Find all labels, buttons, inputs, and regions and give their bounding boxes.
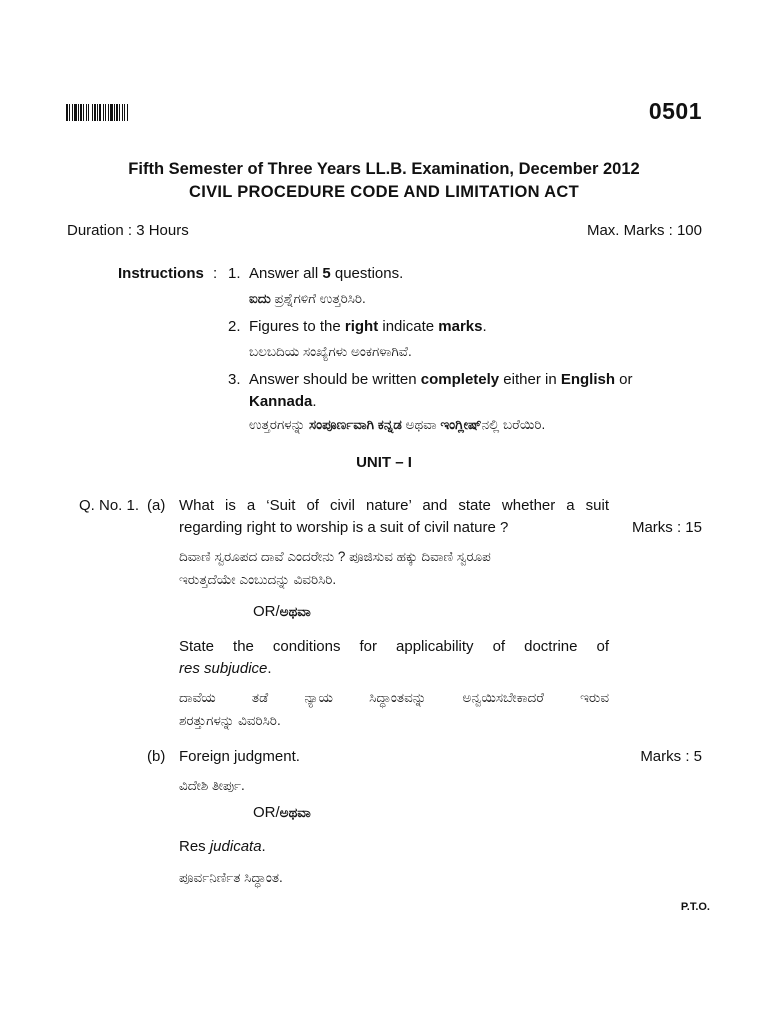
part-b-question: Foreign judgment. [179, 748, 300, 765]
part-a-kannada-line2: ಇರುತ್ತದೆಯೇ ಎಂಬುದನ್ನು ವಿವರಿಸಿರಿ. [179, 572, 337, 587]
part-a-marks: Marks : 15 [631, 519, 702, 536]
part-a-alt-kannada-line1: ದಾವೆಯ ತಡೆ ನ್ಯಾಯ ಸಿದ್ಧಾಂತವನ್ನು ಅನ್ವಯಿಸಬೇಕಾದರೆ ಇರುವ [179, 690, 609, 705]
instruction-2-en: Figures to the right indicate marks. [249, 318, 487, 335]
instruction-number: 2. [228, 318, 241, 335]
part-a-label: (a) [147, 497, 166, 514]
instruction-2-kn: ಬಲಬದಿಯ ಸಂಖ್ಯೆಗಳು ಅಂಕಗಳಾಗಿವೆ. [249, 344, 412, 359]
part-a-kannada-line1: ದಿವಾಣಿ ಸ್ವರೂಪದ ದಾವೆ ಎಂದರೇನು ? ಪೂಜಿಸುವ ಹಕ್ಕು ದಿವಾಣಿ ಸ್ವರೂಪ [179, 549, 491, 564]
barcode [66, 104, 154, 121]
part-a-alt-question-line2: res subjudice. [179, 660, 272, 677]
duration: Duration : 3 Hours [67, 222, 189, 239]
or-separator: OR/ಅಥವಾ [253, 603, 311, 620]
instructions-colon: : [213, 265, 218, 282]
part-a-question-line2: regarding right to worship is a suit of civil nature ? [179, 519, 509, 536]
instruction-3-en: Answer should be written completely either in English or [249, 371, 633, 388]
instruction-number: 3. [228, 371, 241, 388]
instruction-number: 1. [228, 265, 241, 282]
instruction-3-kn: ಉತ್ತರಗಳನ್ನು ಸಂಪೂರ್ಣವಾಗಿ ಕನ್ನಡ ಅಥವಾ ಇಂಗ್ಲೀಷ್ನಲ್ಲಿ ಬರೆಯಿರಿ. [249, 417, 546, 432]
unit-heading: UNIT – I [356, 454, 412, 471]
part-b-alt-kannada: ಪೂರ್ವನಿರ್ಣಿತ ಸಿದ್ಧಾಂತ. [179, 870, 283, 885]
or-separator: OR/ಅಥವಾ [253, 804, 311, 821]
question-number: Q. No. 1. [79, 497, 140, 514]
subject-title: CIVIL PROCEDURE CODE AND LIMITATION ACT [189, 183, 579, 201]
max-marks: Max. Marks : 100 [586, 222, 702, 239]
part-b-label: (b) [147, 748, 166, 765]
part-b-marks: Marks : 5 [640, 748, 702, 765]
part-a-question-line1: What is a ‘Suit of civil nature’ and state whether a suit [179, 497, 609, 514]
instruction-3-en-line2: Kannada. [249, 393, 317, 410]
instructions-label: Instructions [118, 265, 204, 282]
part-b-alt-question: Res judicata. [179, 838, 266, 855]
part-b-kannada: ವಿದೇಶಿ ತೀರ್ಪು. [179, 778, 245, 793]
pto-label: P.T.O. [680, 901, 710, 913]
instruction-1-en: Answer all 5 questions. [249, 265, 404, 282]
paper-code: 0501 [648, 98, 702, 124]
exam-title: Fifth Semester of Three Years LL.B. Examination, December 2012 [128, 160, 640, 178]
instruction-1-kn: ಐದು ಪ್ರಶ್ನೆಗಳಿಗೆ ಉತ್ತರಿಸಿರಿ. [249, 291, 366, 306]
part-a-alt-kannada-line2: ಶರತ್ತುಗಳನ್ನು ವಿವರಿಸಿರಿ. [179, 713, 281, 728]
part-a-alt-question-line1: State the conditions for applicability of doctrine of [179, 638, 609, 655]
